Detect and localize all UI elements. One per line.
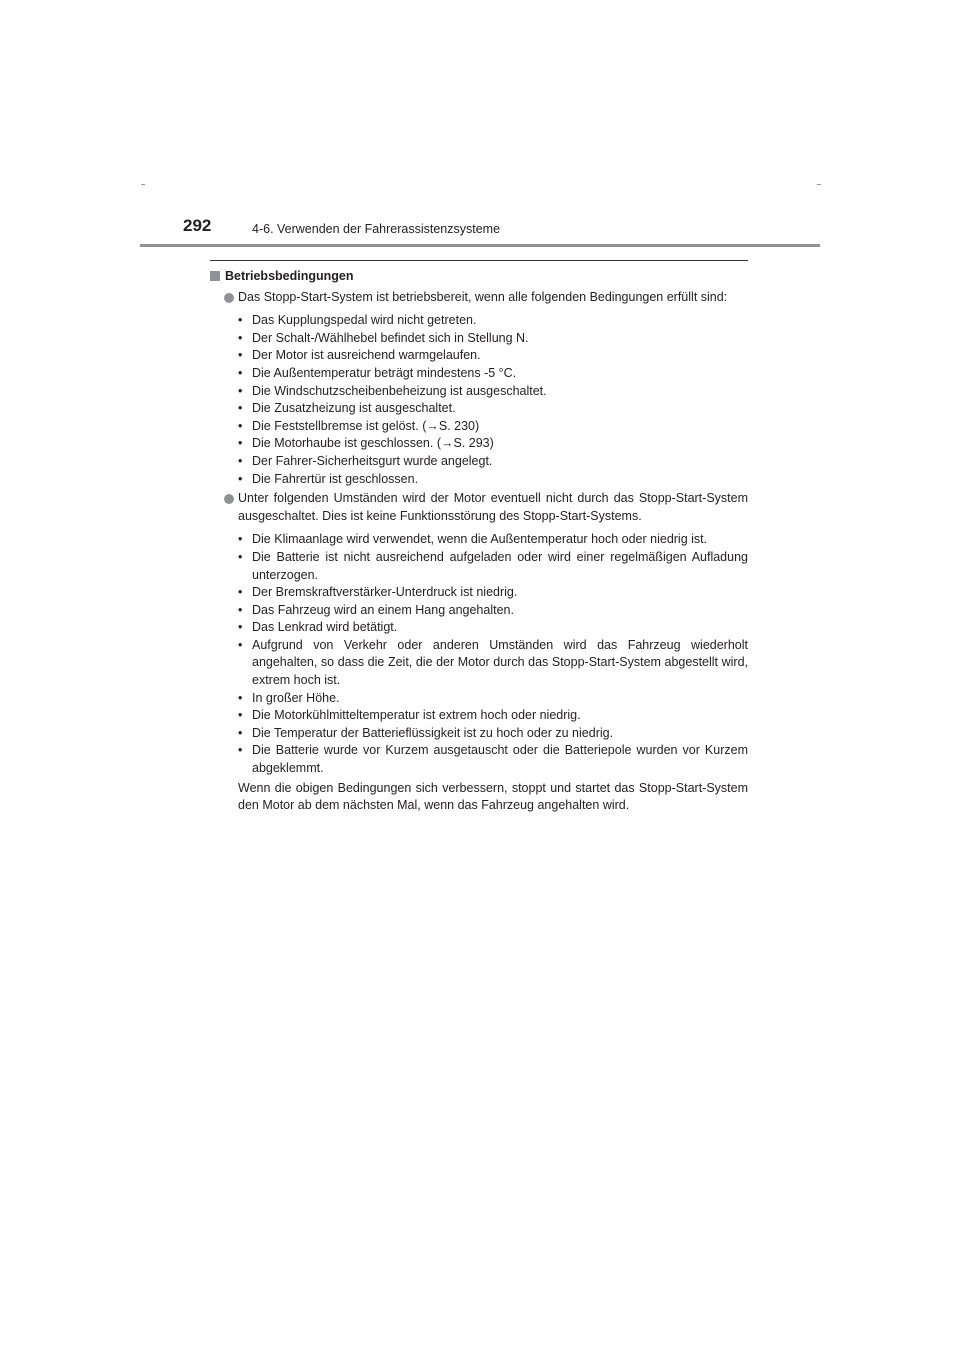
list-item: • In großer Höhe.	[238, 690, 748, 708]
condition-2-text: Unter folgenden Umständen wird der Motor eventuell nicht durch das Stopp-Start-System ausgeschaltet. Dies ist keine Funktionsstörung des Stopp-Start-Systems.	[238, 491, 748, 523]
page-number: 292	[183, 216, 212, 235]
list-item: • Die Klimaanlage wird verwendet, wenn die Außentemperatur hoch oder niedrig ist.	[238, 531, 748, 549]
list-item: • Die Batterie ist nicht ausreichend aufgeladen oder wird einer regelmäßigen Aufladung unterzogen.	[238, 549, 748, 584]
list-item: • Die Windschutzscheibenbeheizung ist ausgeschaltet.	[238, 383, 748, 401]
condition-1-text: Das Stopp-Start-System ist betriebsbereit, wenn alle folgenden Bedingungen erfüllt sind:	[238, 289, 728, 304]
list-item: • Das Lenkrad wird betätigt.	[238, 619, 748, 637]
list-item: • Die Fahrertür ist geschlossen.	[238, 471, 748, 489]
list-item: • Die Temperatur der Batterieflüssigkeit ist zu hoch oder zu niedrig.	[238, 725, 748, 743]
condition-1	[210, 289, 748, 307]
circle-bullet-icon	[224, 494, 234, 504]
crop-mark-left	[141, 184, 145, 185]
list-item: • Die Zusatzheizung ist ausgeschaltet.	[238, 400, 748, 418]
condition-2-list	[238, 531, 748, 777]
header-divider	[140, 244, 820, 247]
section-divider	[210, 260, 748, 261]
list-item: • Die Feststellbremse ist gelöst. (→S. 230)	[238, 418, 748, 436]
list-item: • Der Bremskraftverstärker-Unterdruck ist niedrig.	[238, 584, 748, 602]
list-item: • Das Kupplungspedal wird nicht getreten.	[238, 312, 748, 330]
crop-mark-right	[817, 184, 821, 185]
list-item: • Die Motorkühlmitteltemperatur ist extrem hoch oder niedrig.	[238, 707, 748, 725]
list-item: • Das Fahrzeug wird an einem Hang angehalten.	[238, 602, 748, 620]
list-item: • Aufgrund von Verkehr oder anderen Umständen wird das Fahrzeug wiederholt angehalten, so dass die Zeit, die der Motor durch das Stopp-Start-System abgestellt wird, extrem hoch ist.	[238, 637, 748, 690]
square-bullet-icon	[210, 271, 220, 281]
section-heading-text: Betriebsbedingungen	[225, 269, 354, 283]
list-item: • Die Außentemperatur beträgt mindestens -5 °C.	[238, 365, 748, 383]
condition-2-note: Wenn die obigen Bedingungen sich verbessern, stoppt und startet das Stopp-Start-System den Motor ab dem nächsten Mal, wenn das Fahrzeug angehalten wird.	[238, 780, 748, 813]
list-item: • Der Schalt-/Wählhebel befindet sich in Stellung N.	[238, 330, 748, 348]
chapter-title: 4-6. Verwenden der Fahrerassistenzsysteme	[252, 222, 501, 236]
list-item: • Der Fahrer-Sicherheitsgurt wurde angelegt.	[238, 453, 748, 471]
list-item: • Der Motor ist ausreichend warmgelaufen.	[238, 347, 748, 365]
condition-1-list	[238, 312, 748, 488]
condition-2	[210, 490, 748, 525]
circle-bullet-icon	[224, 293, 234, 303]
section-content	[210, 268, 748, 815]
section-heading	[210, 268, 748, 286]
list-item: • Die Motorhaube ist geschlossen. (→S. 293)	[238, 435, 748, 453]
list-item: • Die Batterie wurde vor Kurzem ausgetauscht oder die Batteriepole wurden vor Kurzem abgeklemmt.	[238, 742, 748, 777]
